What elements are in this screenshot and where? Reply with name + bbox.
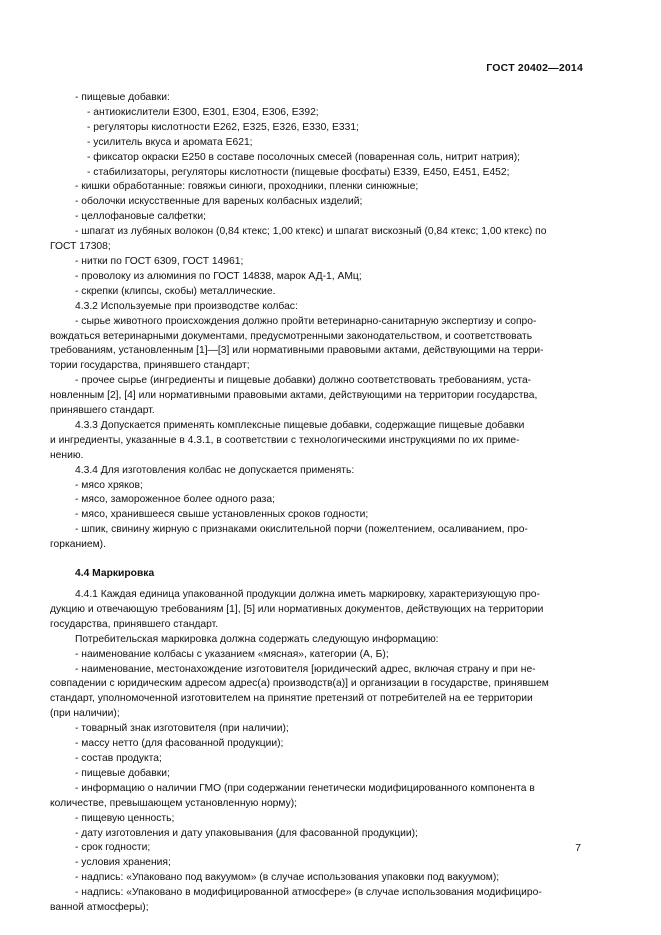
text-line: - информацию о наличии ГМО (при содержании генетически модифицированного компонента в (75, 782, 535, 794)
text-line: (при наличии); (50, 708, 120, 720)
text-line: требованиям, установленным [1]—[3] или нормативными правовыми актами, действующими на терри- (50, 345, 544, 357)
text-line: вождаться ветеринарными документами, предусмотренными законодательством, и соответствовать (50, 330, 533, 342)
text-line: горканием). (50, 539, 106, 551)
text-line: - усилитель вкуса и аромата Е621; (87, 136, 253, 148)
paragraph-line: 4.3.4 Для изготовления колбас не допускается применять: (75, 464, 355, 476)
text-line: - шпагат из лубяных волокон (0,84 ктекс; 1,00 ктекс) и шпагат вискозный (0,84 ктекс; 1,00 ктекс) по (75, 226, 547, 238)
text-line: ГОСТ 17308; (50, 241, 111, 253)
text-line: - фиксатор окраски Е250 в составе посолочных смесей (поваренная соль, нитрит натрия); (87, 151, 521, 163)
text-line: - кишки обработанные: говяжьи синюги, проходники, пленки синюжные; (75, 181, 419, 193)
text-line: - регуляторы кислотности Е262, Е325, Е326, Е330, Е331; (87, 121, 359, 133)
paragraph-line: Потребительская маркировка должна содержать следующую информацию: (75, 633, 439, 645)
text-line: совпадении с юридическим адресом адрес(а) производств(а)] и организации в государстве, принявшем (50, 678, 549, 690)
text-line: ванной атмосферы); (50, 902, 149, 914)
text-line: - нитки по ГОСТ 6309, ГОСТ 14961; (75, 255, 244, 267)
text-line: - состав продукта; (75, 752, 162, 764)
text-line: - мясо, хранившееся свыше установленных сроков годности; (75, 509, 369, 521)
document-body (50, 91, 583, 916)
text-line: - проволоку из алюминия по ГОСТ 14838, марок АД-1, АМц; (75, 270, 362, 282)
text-line: - стабилизаторы, регуляторы кислотности (пищевые фосфаты) Е339, Е450, Е451, Е452; (87, 166, 510, 178)
text-line: - пищевую ценность; (75, 812, 175, 824)
text-line: - антиокислители Е300, Е301, Е304, Е306, Е392; (87, 106, 319, 118)
paragraph-line: 4.3.2 Используемые при производстве колбас: (75, 300, 298, 312)
text-line: тории государства, принявшего стандарт; (50, 360, 250, 372)
text-line: - пищевые добавки; (75, 767, 170, 779)
text-line: - оболочки искусственные для вареных колбасных изделий; (75, 196, 363, 208)
text-line: - пищевые добавки: (75, 92, 170, 103)
text-line: - прочее сырье (ингредиенты и пищевые добавки) должно соответствовать требованиям, уста- (75, 375, 532, 387)
text-line: новленным [2], [4] или нормативными правовыми актами, действующими на территории государства, (50, 390, 538, 402)
text-line: - товарный знак изготовителя (при наличии); (75, 723, 289, 735)
paragraph-line: 4.3.3 Допускается применять комплексные пищевые добавки, содержащие пищевые добавки (75, 419, 525, 431)
text-line: - целлофановые салфетки; (75, 211, 206, 223)
text-line: - надпись: «Упаковано в модифицированной атмосфере» (в случае использования модифициро- (75, 887, 542, 899)
section-heading: 4.4 Маркировка (75, 568, 155, 580)
text-line: и ингредиенты, указанные в 4.3.1, в соответствии с технологическими инструкциями по их приме- (50, 434, 520, 446)
text-line: нению. (50, 449, 84, 461)
text-line: - скрепки (клипсы, скобы) металлические. (75, 285, 276, 297)
text-line: - условия хранения; (75, 857, 171, 869)
text-line: - сырье животного происхождения должно пройти ветеринарно-санитарную экспертизу и сопро- (75, 315, 537, 327)
text-line: - наименование, местонахождение изготовителя [юридический адрес, включая страну и при не- (75, 663, 536, 675)
page-number: 7 (575, 843, 581, 854)
text-line: - шпик, свинину жирную с признаками окислительной порчи (пожелтением, осаливанием, про- (75, 524, 528, 536)
text-line: - дату изготовления и дату упаковывания (для фасованной продукции); (75, 827, 418, 839)
paragraph-line: 4.4.1 Каждая единица упакованной продукции должна иметь маркировку, характеризующую про- (75, 589, 540, 600)
text-line: принявшего стандарт. (50, 405, 155, 417)
text-line: - мясо, замороженное более одного раза; (75, 494, 275, 506)
text-line: - мясо хряков; (75, 479, 143, 491)
text-line: количестве, превышающем установленную норму); (50, 797, 298, 809)
text-line: - наименование колбасы с указанием «мясная», категории (А, Б); (75, 648, 389, 660)
text-line: - срок годности; (75, 842, 151, 854)
text-line: дукцию и отвечающую требованиям [1], [5] или нормативных документов, действующих на территории (50, 603, 544, 615)
text-line: - массу нетто (для фасованной продукции); (75, 738, 284, 750)
standard-header: ГОСТ 20402—2014 (486, 62, 583, 74)
text-line: государства, принявшего стандарт. (50, 618, 219, 630)
text-line: стандарт, уполномоченной изготовителем на принятие претензий от потребителей на ее территории (50, 693, 533, 705)
text-line: - надпись: «Упаковано под вакуумом» (в случае использования упаковки под вакуумом); (75, 872, 500, 884)
